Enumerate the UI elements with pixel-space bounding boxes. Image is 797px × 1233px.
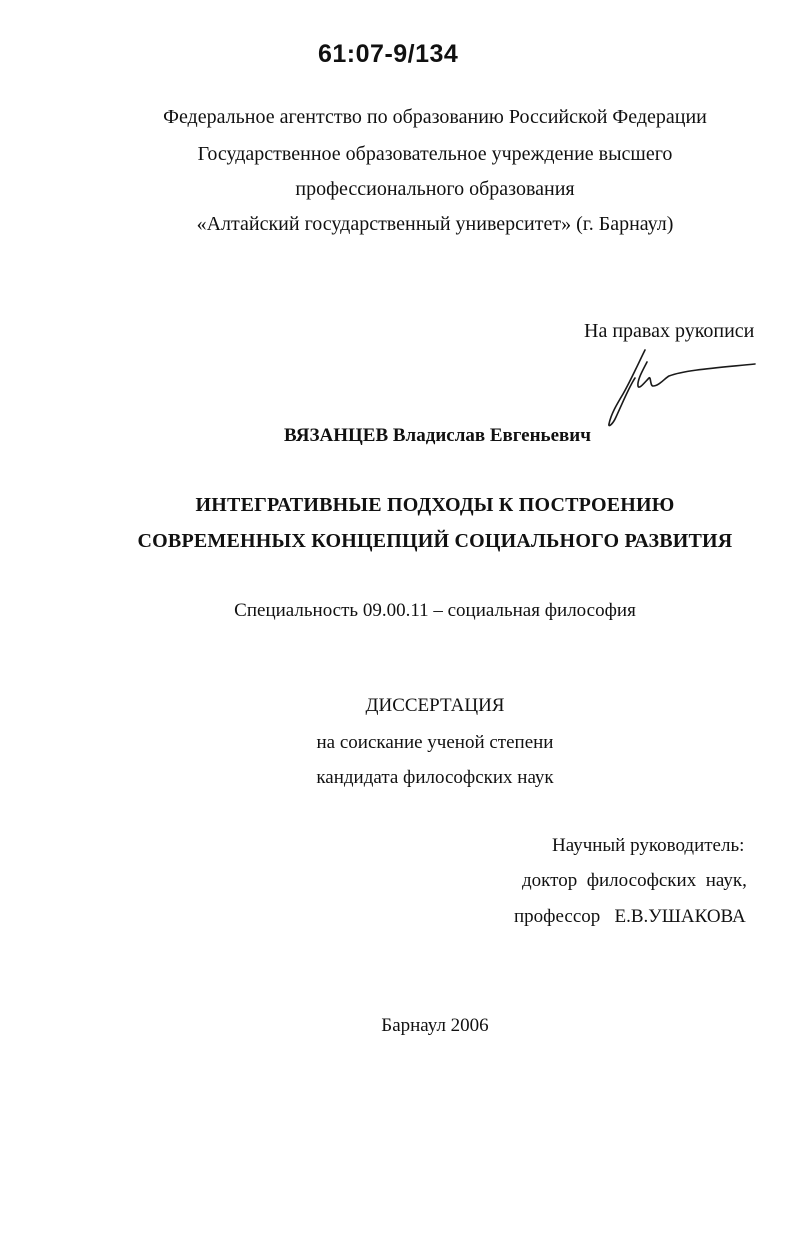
institution-line-4: «Алтайский государственный университет» (г. Барнаул): [196, 213, 674, 235]
supervisor-title: профессор: [514, 906, 601, 927]
work-type-line-3: кандидата философских наук: [316, 767, 554, 788]
city-year: Барнаул 2006: [381, 1015, 489, 1036]
supervisor-name: Е.В.УШАКОВА: [614, 906, 746, 927]
institution-line-1: Федеральное агентство по образованию Российской Федерации: [163, 106, 707, 128]
title-line-2: СОВРЕМЕННЫХ КОНЦЕПЦИЙ СОЦИАЛЬНОГО РАЗВИТИЯ: [137, 530, 733, 552]
catalog-number: 61:07-9/134: [318, 40, 459, 68]
supervisor-title-name: [514, 906, 746, 928]
author-name: [0, 425, 797, 447]
institution-line-3: профессионального образования: [295, 178, 575, 200]
supervisor-degree: доктор философских наук,: [522, 870, 747, 891]
title-line-1: ИНТЕГРАТИВНЫЕ ПОДХОДЫ К ПОСТРОЕНИЮ: [195, 494, 675, 516]
specialty: Специальность 09.00.11 – социальная философия: [234, 600, 636, 621]
work-type-line-2: на соискание ученой степени: [316, 732, 554, 753]
work-type-heading: ДИССЕРТАЦИЯ: [365, 695, 505, 716]
author-surname: ВЯЗАНЦЕВ: [284, 425, 389, 446]
supervisor-label: Научный руководитель:: [552, 835, 745, 856]
author-given-names: Владислав Евгеньевич: [392, 425, 591, 446]
institution-line-2: Государственное образовательное учреждение высшего: [197, 143, 673, 165]
signature-icon: [605, 342, 760, 427]
manuscript-rights-note: На правах рукописи: [584, 320, 755, 342]
